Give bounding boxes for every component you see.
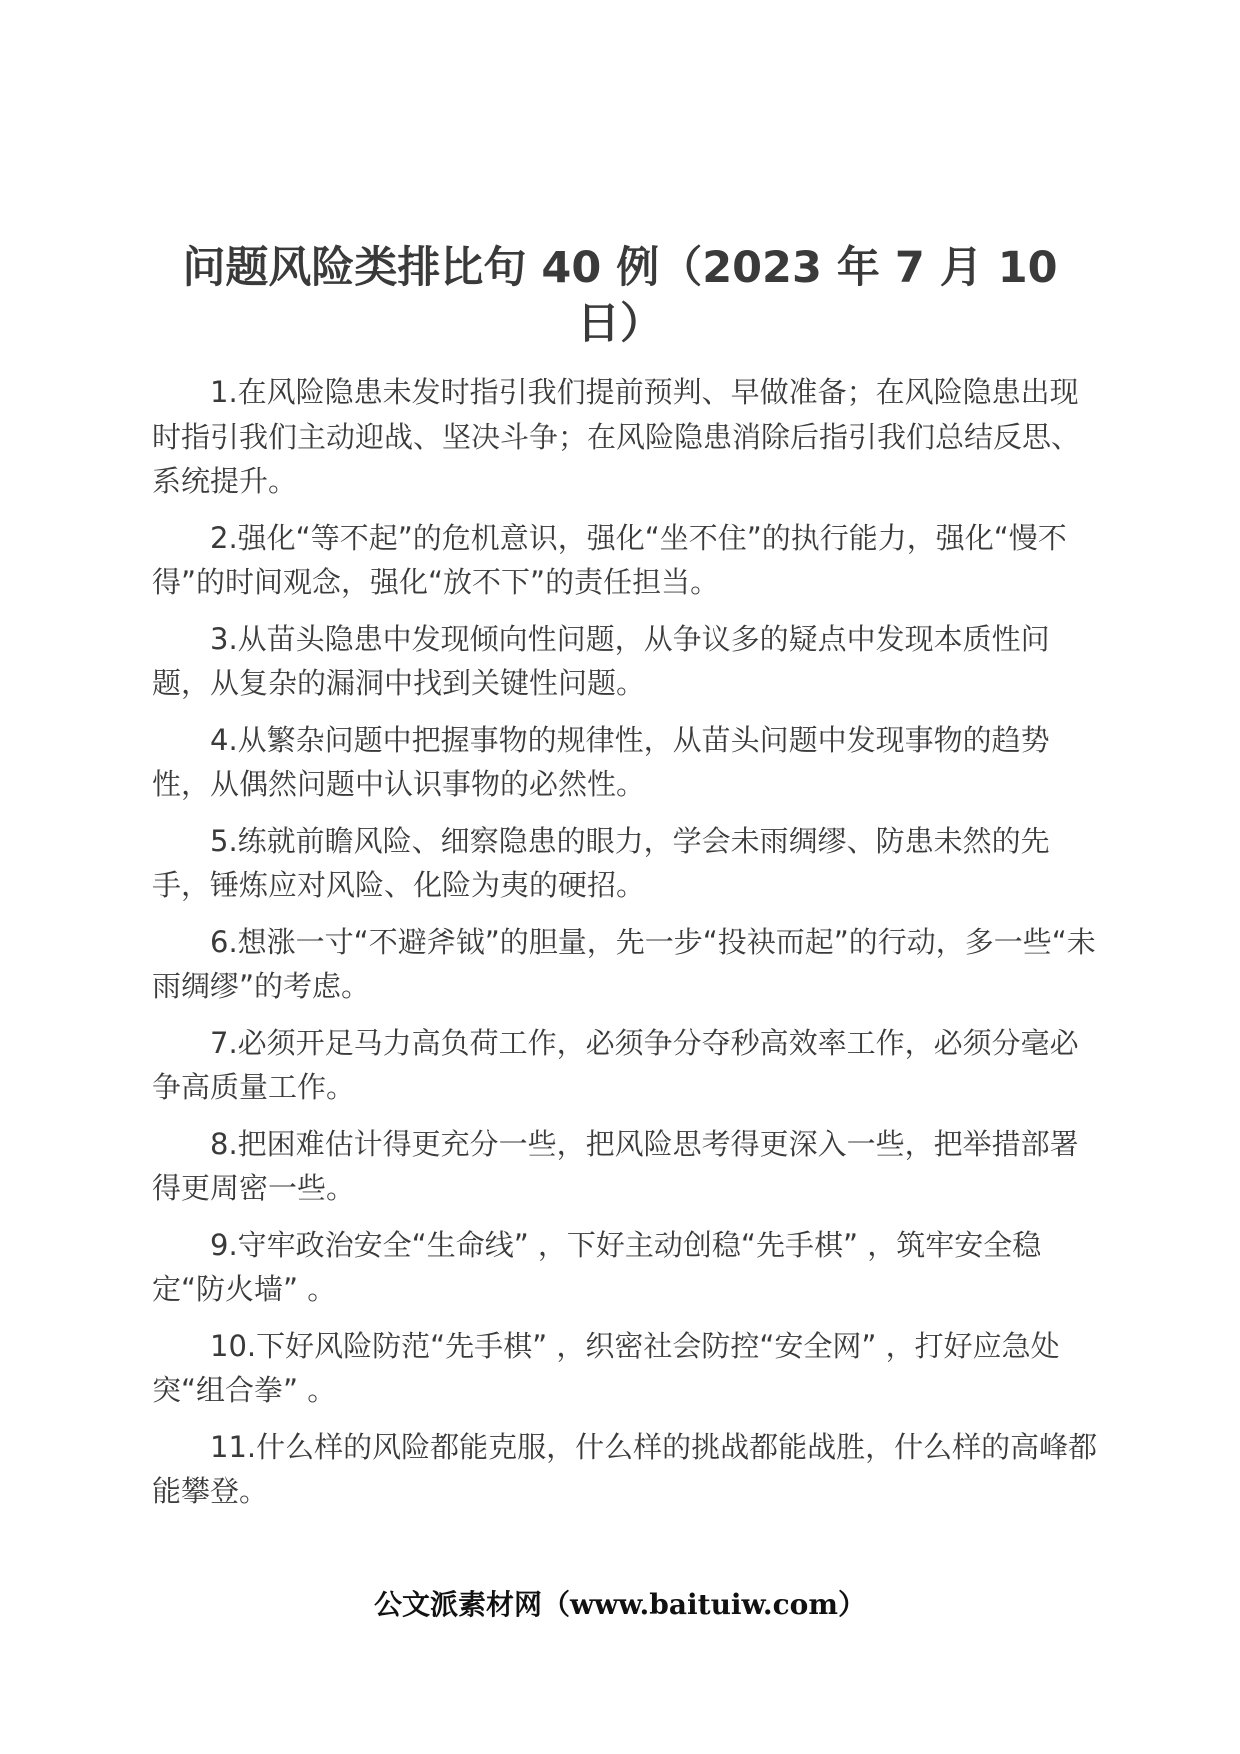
paragraph-4: 4.从繁杂问题中把握事物的规律性，从苗头问题中发现事物的趋势性，从偶然问题中认识事物的必然性。 [152, 722, 1050, 801]
paragraph-5: 5.练就前瞻风险、细察隐患的眼力，学会未雨绸缪、防患未然的先手，锤炼应对风险、化险为夷的硬招。 [152, 823, 1050, 902]
paragraph-8: 8.把困难估计得更充分一些，把风险思考得更深入一些，把举措部署得更周密一些。 [152, 1126, 1079, 1205]
paragraph-6: 6.想涨一寸“不避斧钺”的胆量，先一步“投袂而起”的行动，多一些“未雨绸缪”的考虑。 [152, 924, 1096, 1003]
paragraph-11: 11.什么样的风险都能克服，什么样的挑战都能战胜，什么样的高峰都能攀登。 [152, 1429, 1098, 1508]
page-footer-watermark: 公文派素材网（www.baituiw.com） [374, 1588, 866, 1621]
paragraph-9: 9.守牢政治安全“生命线” ，下好主动创稳“先手棋” ，筑牢安全稳定“防火墙” 。 [152, 1227, 1042, 1306]
paragraph-7: 7.必须开足马力高负荷工作，必须争分夺秒高效率工作，必须分毫必争高质量工作。 [152, 1025, 1079, 1104]
paragraph-2: 2.强化“等不起”的危机意识，强化“坐不住”的执行能力，强化“慢不得”的时间观念，强化“放不下”的责任担当。 [152, 520, 1067, 599]
paragraph-3: 3.从苗头隐患中发现倾向性问题，从争议多的疑点中发现本质性问题，从复杂的漏洞中找到关键性问题。 [152, 621, 1050, 700]
paragraph-1: 1.在风险隐患未发时指引我们提前预判、早做准备；在风险隐患出现时指引我们主动迎战、坚决斗争；在风险隐患消除后指引我们总结反思、系统提升。 [152, 375, 1081, 498]
document-title: 问题风险类排比句 40 例（2023 年 7 月 10 日） [182, 243, 1058, 349]
document-body [152, 370, 1107, 1526]
paragraph-10: 10.下好风险防范“先手棋” ，织密社会防控“安全网” ，打好应急处突“组合拳” 。 [152, 1328, 1060, 1407]
